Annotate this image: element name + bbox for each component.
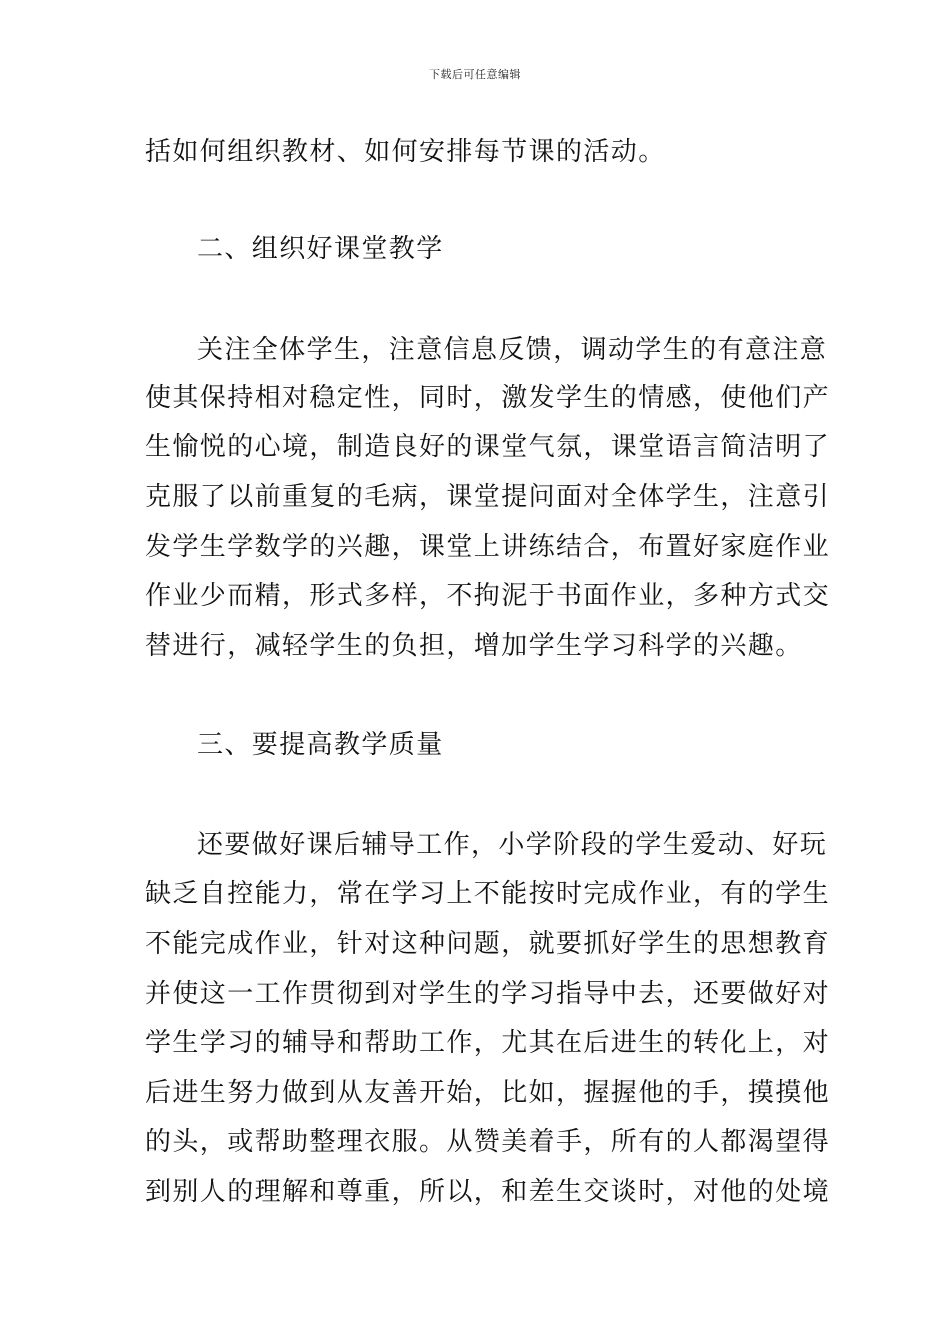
section-heading-2: 二、组织好课堂教学 xyxy=(197,234,444,264)
paragraph-2-line: 克服了以前重复的毛病，课堂提问面对全体学生，注意引 xyxy=(145,482,831,512)
paragraph-2-line: 替进行，减轻学生的负担，增加学生学习科学的兴趣。 xyxy=(145,631,803,661)
paragraph-3-line: 的头，或帮助整理衣服。从赞美着手，所有的人都渴望得 xyxy=(145,1127,831,1157)
paragraph-3-line: 学生学习的辅导和帮助工作，尤其在后进生的转化上，对 xyxy=(145,1028,831,1058)
paragraph-2-line: 作业少而精，形式多样，不拘泥于书面作业，多种方式交 xyxy=(145,581,831,611)
paragraph-3-line: 还要做好课后辅导工作，小学阶段的学生爱动、好玩 xyxy=(197,830,828,860)
paragraph-1-line: 括如何组织教材、如何安排每节课的活动。 xyxy=(145,137,666,167)
paragraph-3-line: 不能完成作业，针对这种问题，就要抓好学生的思想教育 xyxy=(145,929,831,959)
paragraph-2-line: 关注全体学生，注意信息反馈，调动学生的有意注意 xyxy=(197,335,828,365)
paragraph-3-line: 到别人的理解和尊重，所以，和差生交谈时，对他的处境 xyxy=(145,1177,831,1207)
paragraph-2-line: 生愉悦的心境，制造良好的课堂气氛，课堂语言简洁明了 xyxy=(145,432,831,462)
section-heading-3: 三、要提高教学质量 xyxy=(197,730,444,760)
paragraph-3-line: 缺乏自控能力，常在学习上不能按时完成作业，有的学生 xyxy=(145,879,831,909)
paragraph-2-line: 使其保持相对稳定性，同时，激发学生的情感，使他们产 xyxy=(145,383,831,413)
paragraph-3-line: 后进生努力做到从友善开始，比如，握握他的手，摸摸他 xyxy=(145,1078,831,1108)
paragraph-2-line: 发学生学数学的兴趣，课堂上讲练结合，布置好家庭作业 xyxy=(145,532,831,562)
paragraph-3-line: 并使这一工作贯彻到对学生的学习指导中去，还要做好对 xyxy=(145,979,831,1009)
page-header-note: 下载后可任意编辑 xyxy=(429,68,521,81)
